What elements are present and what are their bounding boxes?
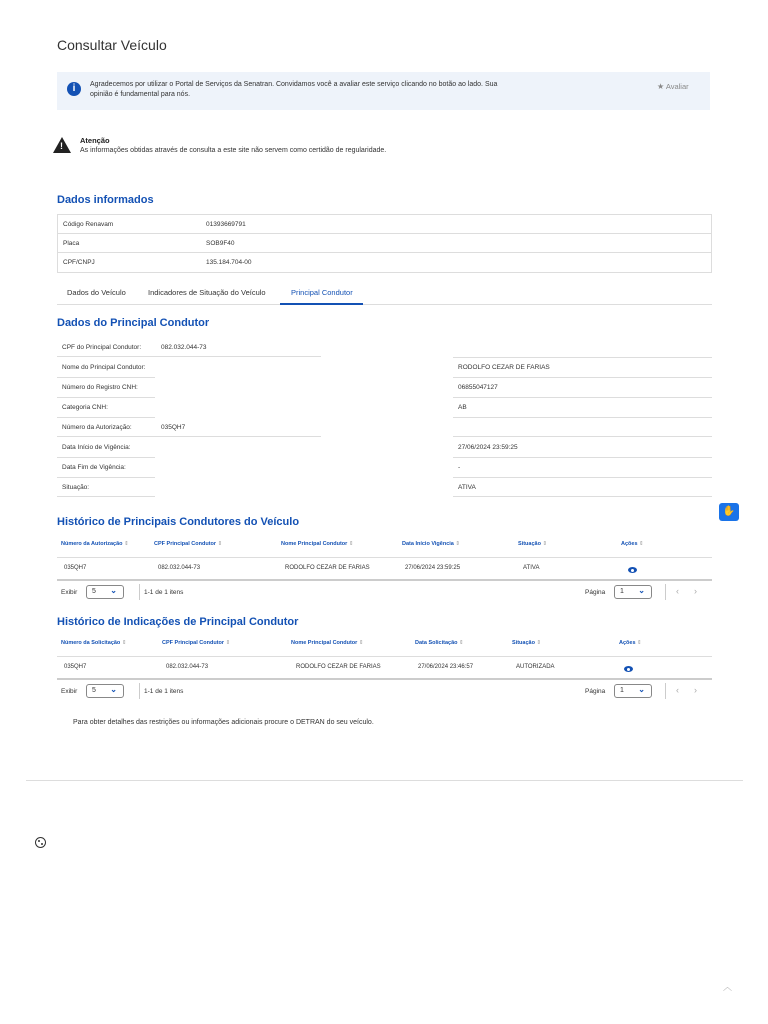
- cell-cpf: 082.032.044-73: [166, 664, 209, 670]
- previous-page-icon[interactable]: ‹: [676, 586, 679, 596]
- warning-text: As informações obtidas através de consulta a este site não servem como certidão de regularidade.: [80, 147, 387, 154]
- column-header-situacao[interactable]: Situação ⇕: [518, 541, 548, 547]
- pagina-label: Página: [585, 589, 606, 596]
- cpf-condutor-label: CPF do Principal Condutor:: [62, 344, 142, 351]
- inicio-vigencia-value: 27/06/2024 23:59:25: [458, 444, 518, 451]
- chevron-down-icon: ⌄: [110, 586, 117, 595]
- categoria-cnh-label: Categoria CNH:: [62, 404, 108, 411]
- column-header-cpf[interactable]: CPF Principal Condutor ⇕: [154, 541, 223, 547]
- tabs: [57, 282, 712, 305]
- column-header-numero-solicitacao[interactable]: Número da Solicitação ⇕: [61, 640, 127, 646]
- historico-indicacoes-title: Histórico de Indicações de Principal Condutor: [57, 616, 299, 628]
- warning-title: Atenção: [80, 136, 110, 145]
- column-header-acoes[interactable]: Ações ⇕: [621, 541, 644, 547]
- column-header-nome[interactable]: Nome Principal Condutor ⇕: [281, 541, 354, 547]
- page-select[interactable]: 1 ⌄: [614, 684, 652, 698]
- items-range: 1-1 de 1 itens: [144, 589, 184, 596]
- eye-icon[interactable]: [624, 666, 633, 672]
- chevron-down-icon: ⌄: [110, 685, 117, 694]
- warning-alert: [57, 135, 710, 161]
- column-header-nome[interactable]: Nome Principal Condutor ⇕: [291, 640, 364, 646]
- tab-indicadores-situacao[interactable]: Indicadores de Situação do Veículo: [148, 288, 266, 297]
- column-header-situacao[interactable]: Situação ⇕: [512, 640, 542, 646]
- nome-condutor-label: Nome do Principal Condutor:: [62, 364, 146, 371]
- rate-service-button[interactable]: [657, 82, 689, 91]
- cell-situacao: ATIVA: [523, 565, 540, 571]
- cell-nome: RODOLFO CEZAR DE FARIAS: [285, 565, 370, 571]
- numero-autorizacao-label: Número da Autorização:: [62, 424, 132, 431]
- info-icon: i: [67, 82, 81, 96]
- table-row: [58, 234, 711, 253]
- cell-data: 27/06/2024 23:46:57: [418, 664, 474, 670]
- inicio-vigencia-label: Data Início de Vigência:: [62, 444, 131, 451]
- cell-cpf: 082.032.044-73: [158, 565, 201, 571]
- next-page-icon[interactable]: ›: [694, 685, 697, 695]
- cell-numero: 035QH7: [64, 664, 87, 670]
- registro-cnh-label: Número do Registro CNH:: [62, 384, 138, 391]
- row-label: Placa: [63, 240, 80, 247]
- accessibility-button[interactable]: [719, 503, 739, 521]
- chevron-down-icon: ⌄: [638, 685, 645, 694]
- cell-nome: RODOLFO CEZAR DE FARIAS: [296, 664, 381, 670]
- categoria-cnh-value: AB: [458, 404, 467, 411]
- star-icon: ★: [657, 82, 665, 91]
- column-header-numero[interactable]: Número da Autorização ⇕: [61, 541, 129, 547]
- previous-page-icon[interactable]: ‹: [676, 685, 679, 695]
- row-value: SOB9F40: [206, 240, 235, 247]
- historico-condutores-title: Histórico de Principais Condutores do Veículo: [57, 516, 300, 528]
- warning-icon: !: [53, 137, 71, 153]
- column-header-cpf[interactable]: CPF Principal Condutor ⇕: [162, 640, 231, 646]
- chevron-down-icon: ⌄: [638, 586, 645, 595]
- row-label: Código Renavam: [63, 221, 114, 228]
- cell-situacao: AUTORIZADA: [516, 664, 555, 670]
- items-per-page-select[interactable]: 5 ⌄: [86, 585, 124, 599]
- page-title: Consultar Veículo: [57, 37, 167, 53]
- pagina-label: Página: [585, 688, 606, 695]
- cell-data: 27/06/2024 23:59:25: [405, 565, 461, 571]
- dados-informados-table: [57, 214, 712, 273]
- column-header-acoes[interactable]: Ações ⇕: [619, 640, 642, 646]
- situacao-value: ATIVA: [458, 484, 476, 491]
- tab-principal-condutor[interactable]: Principal Condutor: [291, 288, 353, 297]
- cookie-icon[interactable]: [35, 837, 46, 848]
- situacao-label: Situação:: [62, 484, 90, 491]
- items-range: 1-1 de 1 itens: [144, 688, 184, 695]
- table-row: [58, 253, 711, 272]
- footer-note: Para obter detalhes das restrições ou informações adicionais procure o DETRAN do seu veículo.: [73, 719, 374, 726]
- info-alert-message: Agradecemos por utilizar o Portal de Serviços da Senatran. Convidamos você a avaliar este serviço clicando no botão ao lado. Sua opinião é fundamental para nós.: [90, 81, 498, 98]
- principal-condutor-title: Dados do Principal Condutor: [57, 317, 210, 329]
- dados-informados-title: Dados informados: [57, 194, 154, 206]
- column-header-data[interactable]: Data Início Vigência ⇕: [402, 541, 461, 547]
- table-row: [58, 215, 711, 234]
- rate-label: Avaliar: [665, 82, 689, 91]
- cpf-condutor-value: 082.032.044-73: [161, 344, 207, 351]
- items-per-page-select[interactable]: 5 ⌄: [86, 684, 124, 698]
- nome-condutor-value: RODOLFO CEZAR DE FARIAS: [458, 364, 550, 371]
- row-value: 135.184.704-00: [206, 259, 252, 266]
- column-header-data-solicitacao[interactable]: Data Solicitação ⇕: [415, 640, 464, 646]
- tab-dados-veiculo[interactable]: Dados do Veículo: [67, 288, 126, 297]
- page-select[interactable]: 1 ⌄: [614, 585, 652, 599]
- eye-icon[interactable]: [628, 567, 637, 573]
- accessibility-icon: ✋: [722, 506, 736, 517]
- chevron-up-icon[interactable]: ︿: [723, 982, 733, 992]
- footer-divider: [26, 780, 743, 781]
- row-label: CPF/CNPJ: [63, 259, 95, 266]
- active-tab-indicator: [280, 303, 363, 305]
- cell-numero: 035QH7: [64, 565, 87, 571]
- exibir-label: Exibir: [61, 688, 78, 695]
- fim-vigencia-value: -: [458, 464, 461, 471]
- row-value: 01393669791: [206, 221, 246, 228]
- info-alert: [57, 72, 710, 110]
- numero-autorizacao-value: 035QH7: [161, 424, 186, 431]
- registro-cnh-value: 06855047127: [458, 384, 498, 391]
- exibir-label: Exibir: [61, 589, 78, 596]
- next-page-icon[interactable]: ›: [694, 586, 697, 596]
- fim-vigencia-label: Data Fim de Vigência:: [62, 464, 126, 471]
